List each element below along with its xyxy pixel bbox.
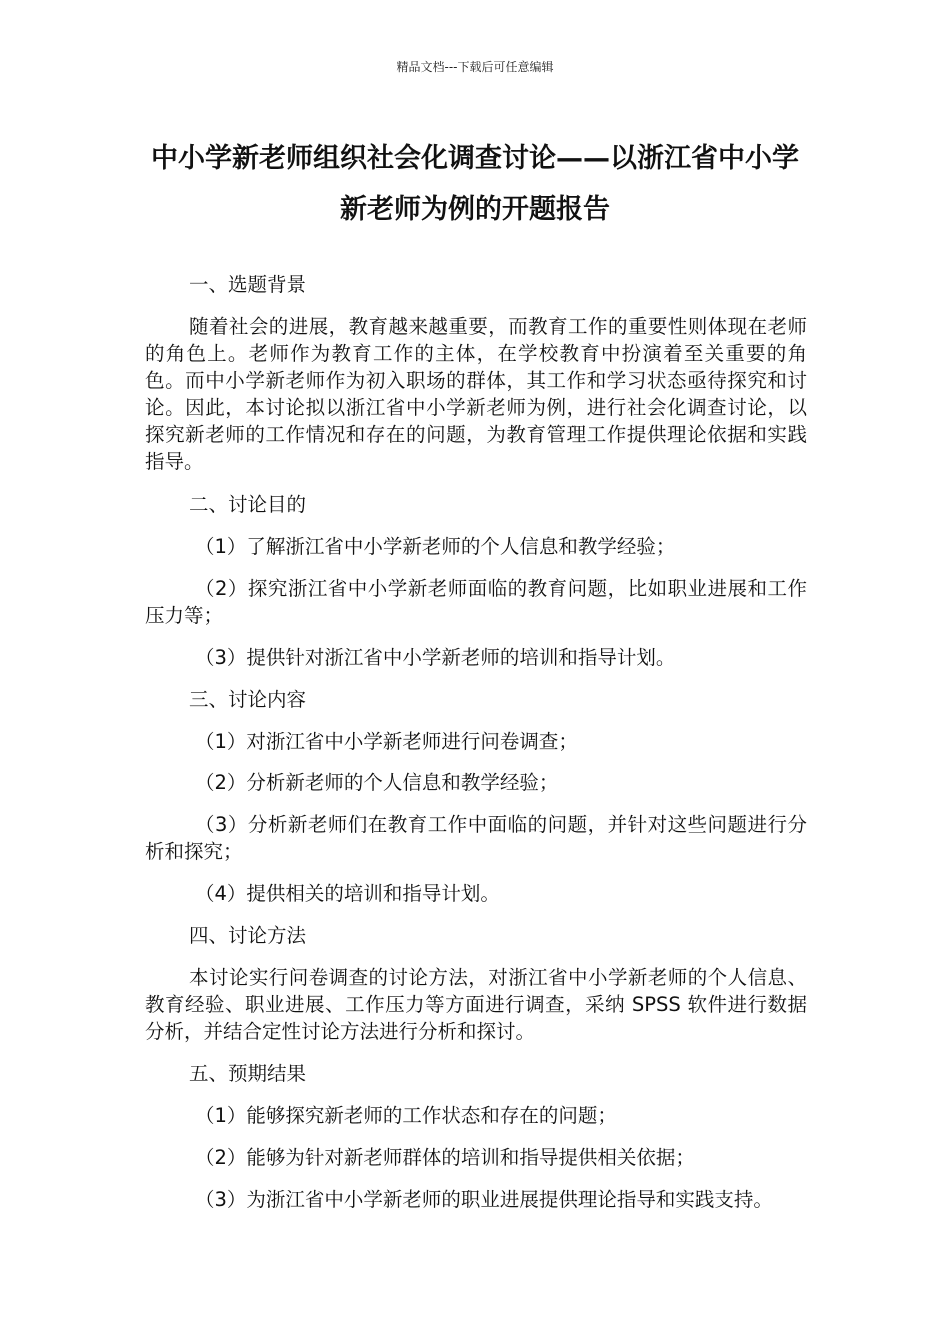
list-item-text: （3）分析新老师们在教育工作中面临的问题，并针对这些问题进行分析和探究； bbox=[145, 813, 807, 863]
list-item-text: （1）了解浙江省中小学新老师的个人信息和教学经验； bbox=[195, 535, 676, 558]
list-item-text: （2）探究浙江省中小学新老师面临的教育问题，比如职业进展和工作压力等； bbox=[145, 577, 807, 627]
section-heading-content: 三、讨论内容 bbox=[189, 688, 307, 711]
list-item bbox=[145, 728, 807, 755]
list-item bbox=[145, 1144, 807, 1171]
section-heading-purpose: 二、讨论目的 bbox=[189, 493, 307, 516]
paragraph-text: 随着社会的进展，教育越来越重要，而教育工作的重要性则体现在老师的角色上。老师作为教育工作的主体，在学校教育中扮演着至关重要的角色。而中小学新老师作为初入职场的群体，其工作和学习状态亟待探究和讨论。因此，本讨论拟以浙江省中小学新老师为例，进行社会化调查讨论，以探究新老师的工作情况和存在的问题，为教育管理工作提供理论依据和实践指导。 bbox=[145, 315, 807, 473]
list-item bbox=[145, 1186, 807, 1213]
list-item bbox=[145, 811, 807, 865]
section-paragraph-background bbox=[145, 313, 807, 475]
document-title: 中小学新老师组织社会化调查讨论——以浙江省中小学新老师为例的开题报告 bbox=[151, 143, 799, 225]
list-item-text: （3）提供针对浙江省中小学新老师的培训和指导计划。 bbox=[195, 646, 676, 669]
list-item bbox=[145, 769, 807, 796]
section-paragraph-method bbox=[145, 964, 807, 1045]
list-item-text: （4）提供相关的培训和指导计划。 bbox=[195, 882, 500, 905]
list-item bbox=[145, 575, 807, 629]
list-item-text: （2）分析新老师的个人信息和教学经验； bbox=[195, 771, 559, 794]
section-heading-background: 一、选题背景 bbox=[189, 273, 307, 296]
page-header: 精品文档---下载后可任意编辑 bbox=[396, 60, 554, 74]
list-item bbox=[145, 644, 807, 671]
list-item bbox=[145, 880, 807, 907]
section-heading-method: 四、讨论方法 bbox=[189, 924, 307, 947]
list-item-text: （1）能够探究新老师的工作状态和存在的问题； bbox=[195, 1104, 617, 1127]
list-item-text: （2）能够为针对新老师群体的培训和指导提供相关依据； bbox=[195, 1146, 695, 1169]
list-item bbox=[145, 533, 807, 560]
list-item-text: （3）为浙江省中小学新老师的职业进展提供理论指导和实践支持。 bbox=[195, 1188, 773, 1211]
section-heading-expected-results: 五、预期结果 bbox=[189, 1062, 307, 1085]
paragraph-text: 本讨论实行问卷调查的讨论方法，对浙江省中小学新老师的个人信息、教育经验、职业进展、工作压力等方面进行调查，采纳 SPSS 软件进行数据分析，并结合定性讨论方法进行分析和探讨。 bbox=[145, 966, 807, 1043]
list-item-text: （1）对浙江省中小学新老师进行问卷调查； bbox=[195, 730, 578, 753]
list-item bbox=[145, 1102, 807, 1129]
